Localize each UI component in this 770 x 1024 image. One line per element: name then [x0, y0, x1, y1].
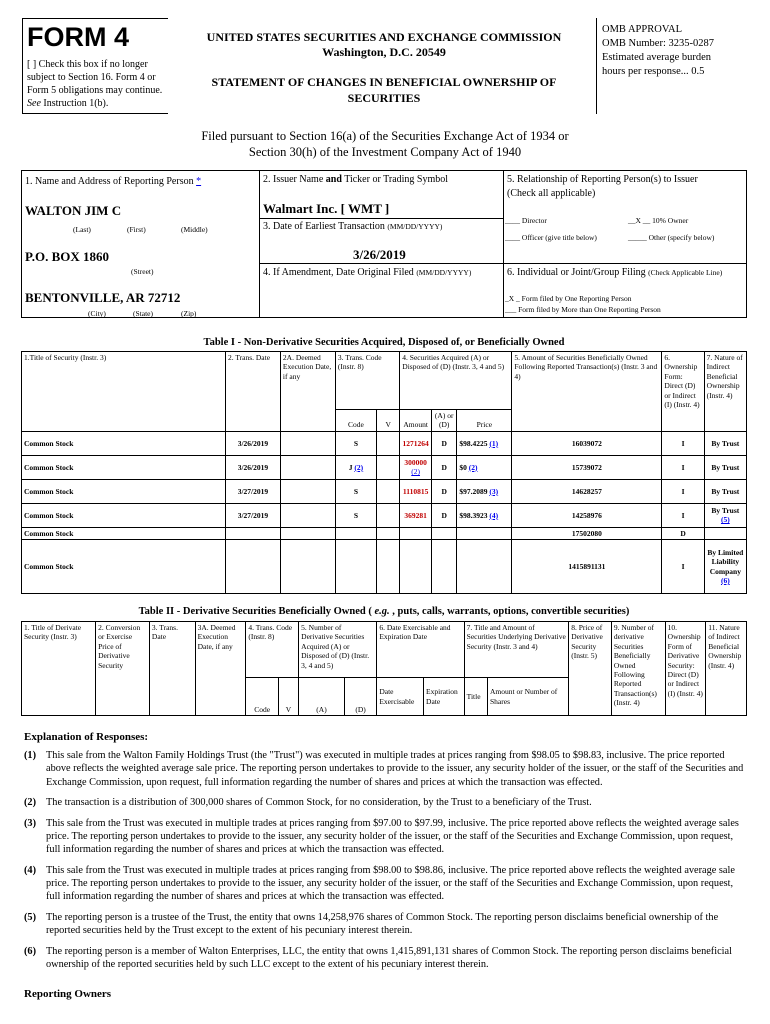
- statement-line1: STATEMENT OF CHANGES IN BENEFICIAL OWNERSHIP OF: [211, 75, 557, 89]
- cell-v: [377, 455, 400, 479]
- cell-date: [225, 479, 280, 503]
- price-footnote-link[interactable]: (1): [489, 438, 499, 448]
- nature-footnote-link[interactable]: (5): [720, 515, 730, 525]
- t2-h-amount-shares: Amount or Number of Shares: [488, 678, 569, 716]
- explanation-text: This sale from the Trust was executed in multiple trades at prices ranging from $97.00 to $97.99, inclusive. The price reported above reflects the weighted average sales price. The reporting person undertakes to provide to the issuer, any security holder of the issuer, or the staff of the Securities and Exchange Commission, upon request, full information regarding the number of shares and prices at which the transaction was effected.: [46, 817, 739, 856]
- amount-owned: 14628257: [571, 486, 602, 496]
- table-row: [22, 503, 747, 527]
- explanation-number: (2): [24, 797, 37, 809]
- cell-deemed: [280, 527, 335, 539]
- cell-date: [225, 431, 280, 455]
- price-footnote-link[interactable]: (2): [468, 462, 478, 472]
- trans-date: 3/27/2019: [237, 486, 269, 496]
- cell-ad: [432, 479, 457, 503]
- filed-pursuant-line2: Section 30(h) of the Investment Company Act of 1940: [248, 145, 522, 159]
- cell-owned: [512, 540, 662, 594]
- acquired-disposed: D: [441, 438, 447, 448]
- price-footnote-link[interactable]: (4): [489, 510, 499, 520]
- cell-price: [457, 540, 512, 594]
- box6-label: [507, 267, 722, 278]
- instruction-text: Instruction 1(b).: [43, 98, 109, 109]
- filed-by-more-option: ___ Form filed by More than One Reporting Person: [505, 305, 661, 314]
- cell-price: [457, 479, 512, 503]
- earliest-transaction-date: 3/26/2019: [353, 247, 406, 262]
- box4-format: (MM/DD/YYYY): [416, 268, 472, 277]
- security-title: Common Stock: [24, 438, 74, 448]
- amount-owned: 1415891131: [568, 561, 606, 571]
- issuer-name: Walmart Inc. [ WMT ]: [263, 201, 390, 216]
- t1-h-price: Price: [457, 410, 512, 432]
- price-value: $98.3923: [459, 510, 488, 520]
- cell-deemed: [280, 540, 335, 594]
- state-label: (State): [133, 309, 153, 318]
- cell-nature: [704, 479, 746, 503]
- divider-1-2: [259, 170, 260, 318]
- t1-h-trans-date: 2. Trans. Date: [225, 352, 280, 432]
- t1-h-ad: (A) or (D): [432, 410, 457, 432]
- explanation-text: This sale from the Trust was executed in multiple trades at prices ranging from $98.00 to $98.86, inclusive. The price reported above reflects the weighted average sale price. The reporting person undertakes to provide to the issuer, any security holder of the issuer, or the staff of the Securities and Exchange Commission, upon request, full information regarding the number of shares and prices at which the transaction was effected.: [46, 864, 735, 903]
- cell-title: [22, 540, 226, 594]
- statement-line2: SECURITIES: [347, 91, 421, 105]
- t2-h-title: 1. Title of Derivate Security (Instr. 3): [22, 622, 96, 716]
- ownership-form: I: [681, 486, 685, 496]
- cell-ad: [432, 540, 457, 594]
- cell-price: [457, 431, 512, 455]
- t2-h-expiration-date: Expiration Date: [424, 678, 465, 716]
- box1-label: [25, 176, 201, 187]
- omb-approval: OMB APPROVAL: [602, 24, 683, 35]
- explanation-item: [24, 817, 748, 857]
- cell-title: [22, 479, 226, 503]
- cell-title: [22, 431, 226, 455]
- cell-form: [662, 503, 704, 527]
- table2-title-a: Table II - Derivative Securities Beneficially Owned (: [138, 606, 375, 617]
- amount-value: 1271264: [402, 438, 429, 448]
- cell-deemed: [280, 431, 335, 455]
- amount-owned: 17502080: [571, 528, 602, 538]
- cell-nature: [704, 503, 746, 527]
- box6-label-text: 6. Individual or Joint/Group Filing: [507, 267, 646, 278]
- city-label: (City): [88, 309, 106, 318]
- sec-agency: UNITED STATES SECURITIES AND EXCHANGE COMMISSION: [206, 30, 562, 44]
- price-value: $97.2089: [459, 486, 488, 496]
- t2-h-number: 5. Number of Derivative Securities Acquired (A) or Disposed of (D) (Instr. 3, 4 and 5): [299, 622, 377, 678]
- cell-amount: [400, 540, 432, 594]
- amount-footnote-link[interactable]: (2): [411, 467, 421, 477]
- cell-code: [335, 431, 376, 455]
- cell-code: [335, 479, 376, 503]
- first-label: (First): [127, 225, 146, 234]
- trans-code: S: [353, 438, 359, 448]
- nature-value: By Trust: [711, 486, 740, 496]
- trans-date: 3/26/2019: [237, 462, 269, 472]
- security-title: Common Stock: [24, 510, 74, 520]
- last-label: (Last): [73, 225, 91, 234]
- t1-h-v: V: [377, 410, 400, 432]
- cell-code: [335, 503, 376, 527]
- street-label: (Street): [131, 267, 154, 276]
- cell-form: [662, 527, 704, 539]
- t1-h-ownership-form: 6. Ownership Form: Direct (D) or Indirect (I) (Instr. 4): [662, 352, 704, 432]
- security-title: Common Stock: [24, 561, 74, 571]
- divider-box3-box4: [259, 263, 747, 264]
- cell-date: [225, 503, 280, 527]
- explanation-item: [24, 911, 748, 938]
- box5-label: 5. Relationship of Reporting Person(s) to Issuer: [507, 174, 698, 185]
- filed-pursuant-line1: Filed pursuant to Section 16(a) of the Securities Exchange Act of 1934 or: [201, 129, 569, 143]
- amount-value: 1110815: [402, 486, 429, 496]
- cell-date: [225, 455, 280, 479]
- cell-deemed: [280, 503, 335, 527]
- table-row: [22, 455, 747, 479]
- explanation-list: [24, 749, 748, 978]
- box2-label-c: Ticker or Trading Symbol: [341, 174, 449, 185]
- cell-nature: [704, 431, 746, 455]
- table2: [21, 621, 747, 716]
- trans-date: 3/26/2019: [237, 438, 269, 448]
- t2-h-conversion: 2. Conversion or Exercise Price of Derivative Security: [96, 622, 150, 716]
- divider-box2-box3: [259, 218, 503, 219]
- cell-nature: [704, 527, 746, 539]
- table-row: [22, 527, 747, 539]
- cell-code: [335, 455, 376, 479]
- city-value: BENTONVILLE, AR 72712: [25, 290, 181, 305]
- explanation-item: [24, 864, 748, 904]
- cell-v: [377, 540, 400, 594]
- cell-ad: [432, 503, 457, 527]
- acquired-disposed: D: [441, 510, 447, 520]
- amount-value: 369281: [404, 510, 427, 520]
- t1-h-code: Code: [335, 410, 376, 432]
- price-value: $98.4225: [459, 438, 488, 448]
- security-title: Common Stock: [24, 462, 74, 472]
- explanation-number: (1): [24, 750, 37, 761]
- ten-percent-owner-option: __X __ 10% Owner: [628, 216, 689, 225]
- explanation-number: (6): [24, 945, 37, 957]
- explanation-text: The reporting person is a member of Walton Enterprises, LLC, the entity that owns 1,415,891,131 shares of Common Stock. The reporting person disclaims beneficial ownership of the reported securities held by such LLC except to the extent of his pecuniary interest therein.: [46, 945, 732, 970]
- cell-owned: [512, 479, 662, 503]
- omb-burden: Estimated average burden: [602, 52, 712, 63]
- cell-amount: [400, 527, 432, 539]
- reporting-owners-heading: Reporting Owners: [24, 988, 112, 1000]
- cell-owned: [512, 527, 662, 539]
- box3-format: (MM/DD/YYYY): [387, 222, 443, 231]
- t1-h-title: 1.Title of Security (Instr. 3): [22, 352, 226, 432]
- cell-amount: [400, 431, 432, 455]
- table2-title: [21, 606, 747, 617]
- table2-eg: e.g.: [374, 606, 390, 617]
- street-value: P.O. BOX 1860: [25, 249, 110, 264]
- ownership-form: I: [681, 462, 685, 472]
- explanation-item: [24, 796, 748, 809]
- t1-h-nature: 7. Nature of Indirect Beneficial Ownership (Instr. 4): [704, 352, 746, 432]
- cell-nature: [704, 540, 746, 594]
- explanation-number: (4): [24, 864, 37, 876]
- nature-value: By Trust: [711, 505, 740, 515]
- cell-form: [662, 455, 704, 479]
- cell-date: [225, 527, 280, 539]
- see-text: See: [27, 98, 41, 109]
- form-title: FORM 4: [27, 22, 130, 52]
- cell-v: [377, 431, 400, 455]
- omb-number: OMB Number: 3235-0287: [602, 38, 714, 49]
- nature-footnote-link[interactable]: (6): [720, 576, 730, 585]
- t2-h-number-owned: 9. Number of derivative Securities Beneficially Owned Following Reported Transaction(s) (Instr. 4): [611, 622, 665, 716]
- t2-h-trans-date: 3. Trans. Date: [149, 622, 195, 716]
- ownership-form: I: [681, 438, 685, 448]
- t2-h-trans-code: 4. Trans. Code (Instr. 8): [246, 622, 299, 678]
- price-footnote-link[interactable]: (3): [489, 486, 499, 496]
- ownership-form: I: [681, 561, 685, 571]
- reporting-person-name: WALTON JIM C: [25, 203, 122, 218]
- cell-form: [662, 431, 704, 455]
- box3-label-text: 3. Date of Earliest Transaction: [263, 221, 385, 232]
- t1-h-deemed-date: 2A. Deemed Execution Date, if any: [280, 352, 335, 432]
- box2-label-and: and: [325, 174, 342, 185]
- sec-location: Washington, D.C. 20549: [322, 45, 446, 59]
- cell-title: [22, 503, 226, 527]
- cell-form: [662, 540, 704, 594]
- explanation-title: Explanation of Responses:: [24, 731, 149, 743]
- amount-value: 300000: [404, 457, 427, 467]
- cell-date: [225, 540, 280, 594]
- table1-title: Table I - Non-Derivative Securities Acquired, Disposed of, or Beneficially Owned: [203, 337, 565, 348]
- cell-title: [22, 527, 226, 539]
- t2-h-v: V: [278, 678, 298, 716]
- code-footnote-link[interactable]: (2): [354, 462, 364, 472]
- table-row: [22, 431, 747, 455]
- security-title: Common Stock: [24, 528, 74, 538]
- cell-v: [377, 527, 400, 539]
- cell-v: [377, 503, 400, 527]
- cell-price: [457, 455, 512, 479]
- explanation-item: [24, 945, 748, 972]
- checkbox-label: [ ] Check this box if no longer subject to Section 16. Form 4 or Form 5 obligations may continue.: [27, 59, 163, 96]
- other-option: _____ Other (specify below): [628, 233, 715, 242]
- t1-h-trans-code: 3. Trans. Code (Instr. 8): [335, 352, 399, 410]
- cell-owned: [512, 455, 662, 479]
- amount-owned: 16039072: [571, 438, 602, 448]
- explanation-text: This sale from the Walton Family Holdings Trust (the "Trust") was executed in multiple trades at prices ranging from $98.05 to $98.83, inclusive. The price reported above reflects the weighted average sale price. The reporting person undertakes to provide to the issuer, any security holder of the issuer, or the staff of the Securities and Exchange Commission, upon request, full information regarding the number of shares and prices at which the transaction was effected.: [46, 750, 744, 788]
- table-row: [22, 479, 747, 503]
- box4-label: [263, 267, 471, 278]
- trans-code: S: [353, 510, 359, 520]
- t2-h-d: (D): [344, 678, 376, 716]
- t2-h-ownership-form: 10. Ownership Form of Derivative Security: Direct (D) or Indirect (I) (Instr. 4): [665, 622, 706, 716]
- middle-label: (Middle): [181, 225, 208, 234]
- t1-h-amount: Amount: [400, 410, 432, 432]
- t2-h-underlying: 7. Title and Amount of Securities Underlying Derivative Security (Instr. 3 and 4): [464, 622, 569, 678]
- cell-price: [457, 503, 512, 527]
- zip-label: (Zip): [181, 309, 197, 318]
- cell-code: [335, 527, 376, 539]
- cell-ad: [432, 431, 457, 455]
- table1-body: [22, 431, 747, 593]
- amount-owned: 15739072: [571, 462, 602, 472]
- t2-h-code: Code: [246, 678, 278, 716]
- officer-option: ____ Officer (give title below): [505, 233, 597, 242]
- security-title: Common Stock: [24, 486, 74, 496]
- box6-sub: (Check Applicable Line): [648, 268, 723, 277]
- cell-amount: [400, 503, 432, 527]
- divider-2-5: [503, 170, 504, 318]
- form-checkbox-text: [27, 58, 167, 110]
- cell-deemed: [280, 455, 335, 479]
- cell-amount: [400, 455, 432, 479]
- explanation-text: The transaction is a distribution of 300,000 shares of Common Stock, for no consideration, by the Trust to a beneficiary of the Trust.: [46, 797, 592, 809]
- box2-label-a: 2. Issuer Name: [263, 174, 326, 185]
- t2-h-date-exercisable: Date Exercisable: [377, 678, 424, 716]
- nature-value: By Limited Liability Company: [707, 547, 744, 576]
- amount-owned: 14258976: [571, 510, 602, 520]
- t2-h-price: 8. Price of Derivative Security (Instr. 5): [569, 622, 612, 716]
- trans-date: 3/27/2019: [237, 510, 269, 520]
- explanation-text: The reporting person is a trustee of the Trust, the entity that owns 14,258,976 shares of Common Stock. The reporting person disclaims beneficial ownership of the reported securities held by the Trust except to the extent of his pecuniary interest therein.: [46, 911, 719, 937]
- cell-owned: [512, 431, 662, 455]
- cell-form: [662, 479, 704, 503]
- cell-ad: [432, 455, 457, 479]
- t2-h-title-col: Title: [464, 678, 487, 716]
- cell-amount: [400, 479, 432, 503]
- trans-code: J: [348, 462, 353, 472]
- t2-h-a: (A): [299, 678, 345, 716]
- table2-title-b: , puts, calls, warrants, options, convertible securities): [389, 606, 630, 617]
- box1-label-text: 1. Name and Address of Reporting Person: [25, 176, 194, 187]
- ownership-form: I: [681, 510, 685, 520]
- trans-code: S: [353, 486, 359, 496]
- table1: [21, 351, 747, 594]
- cell-title: [22, 455, 226, 479]
- cell-deemed: [280, 479, 335, 503]
- nature-value: By Trust: [711, 438, 740, 448]
- table-row: [22, 540, 747, 594]
- explanation-number: (5): [24, 911, 37, 923]
- cell-ad: [432, 527, 457, 539]
- cell-v: [377, 479, 400, 503]
- cell-code: [335, 540, 376, 594]
- cell-price: [457, 527, 512, 539]
- explanation-number: (3): [24, 817, 37, 829]
- box2-label: [263, 174, 448, 185]
- box3-label: [263, 221, 442, 232]
- t1-h-amount-owned: 5. Amount of Securities Beneficially Owned Following Reported Transaction(s) (Instr. 3 and 4): [512, 352, 662, 432]
- director-option: ____ Director: [505, 216, 547, 225]
- acquired-disposed: D: [441, 462, 447, 472]
- cell-nature: [704, 455, 746, 479]
- explanation-item: [24, 749, 748, 789]
- t2-h-deemed-date: 3A. Deemed Execution Date, if any: [195, 622, 246, 716]
- price-value: $0: [459, 462, 467, 472]
- box5-sub: (Check all applicable): [507, 188, 596, 199]
- box4-label-text: 4. If Amendment, Date Original Filed: [263, 267, 414, 278]
- t1-h-securities: 4. Securities Acquired (A) or Disposed of (D) (Instr. 3, 4 and 5): [400, 352, 512, 410]
- t2-h-exercisable: 6. Date Exercisable and Expiration Date: [377, 622, 464, 678]
- omb-hours: hours per response... 0.5: [602, 66, 705, 77]
- cell-owned: [512, 503, 662, 527]
- nature-value: By Trust: [711, 462, 740, 472]
- t2-h-nature: 11. Nature of Indirect Beneficial Ownership (Instr. 4): [706, 622, 747, 716]
- ownership-form: D: [680, 528, 686, 538]
- filed-by-one-option: _X _ Form filed by One Reporting Person: [505, 294, 632, 303]
- acquired-disposed: D: [441, 486, 447, 496]
- box1-footnote-link[interactable]: *: [196, 176, 202, 187]
